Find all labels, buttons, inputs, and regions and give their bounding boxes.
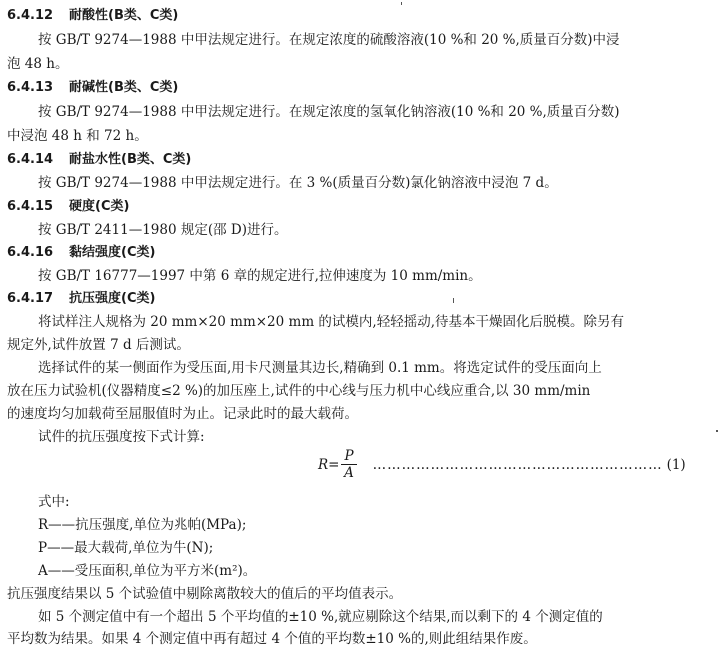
body-line: 按 GB/T 9274—1988 中甲法规定进行。在 3 %(质量百分数)氯化钠溶液中浸泡 7 d。 <box>38 175 558 191</box>
formula-lhs: R <box>318 456 329 473</box>
where-item-r: R——抗压强度,单位为兆帕(MPa); <box>38 517 247 533</box>
body-line: 将试样注人规格为 20 mm×20 mm×20 mm 的试模内,轻轻摇动,待基本干燥固化后脱模。除另有 <box>38 314 625 330</box>
body-line: 按 GB/T 9274—1988 中甲法规定进行。在规定浓度的氢氧化钠溶液(10 %和 20 %,质量百分数) <box>38 104 620 120</box>
formula-denominator: A <box>344 465 354 481</box>
formula-number: (1) <box>666 456 686 473</box>
formula-fraction <box>341 448 356 481</box>
body-line: 中浸泡 48 h 和 72 h。 <box>7 128 148 144</box>
section-title: 黏结强度(C类) <box>69 245 156 260</box>
section-title: 硬度(C类) <box>69 199 130 214</box>
body-line: 泡 48 h。 <box>7 56 69 72</box>
body-line: 试件的抗压强度按下式计算: <box>38 429 205 445</box>
section-heading-6-4-17 <box>7 290 155 308</box>
formula-equals: = <box>328 456 340 473</box>
body-line: 按 GB/T 9274—1988 中甲法规定进行。在规定浓度的硫酸溶液(10 %和 20 %,质量百分数)中浸 <box>38 32 620 48</box>
section-heading-6-4-15 <box>7 198 129 216</box>
section-title: 耐碱性(B类、C类) <box>69 80 179 95</box>
closing-line: 平均数为结果。如果 4 个测定值中再有超过 4 个值的平均数±10 %的,则此组结果作废。 <box>7 631 537 647</box>
scan-speck <box>453 298 454 303</box>
section-heading-6-4-12 <box>7 7 178 25</box>
section-title: 耐酸性(B类、C类) <box>69 8 179 23</box>
body-line: 选择试件的某一侧面作为受压面,用卡尺测量其边长,精确到 0.1 mm。将选定试件的受压面向上 <box>38 360 602 376</box>
formula-1 <box>318 448 686 481</box>
section-heading-6-4-16 <box>7 244 155 262</box>
formula-leader-dots: …………………………………………………… <box>372 456 663 473</box>
section-number: 6.4.16 <box>7 245 54 260</box>
section-number: 6.4.14 <box>7 152 54 167</box>
body-line: 按 GB/T 16777—1997 中第 6 章的规定进行,拉伸速度为 10 mm/min。 <box>38 268 482 284</box>
body-line: 放在压力试验机(仪器精度≤2 %)的加压座上,试件的中心线与压力机中心线应重合,以 30 mm/min <box>7 383 591 399</box>
closing-line: 如 5 个测定值中有一个超出 5 个平均值的±10 %,就应剔除这个结果,而以剩下的 4 个测定值的 <box>38 609 603 625</box>
section-number: 6.4.12 <box>7 8 54 23</box>
formula-numerator: P <box>341 448 356 465</box>
scan-speck <box>716 430 718 432</box>
body-line: 按 GB/T 2411—1980 规定(邵 D)进行。 <box>38 222 288 238</box>
body-line: 规定外,试件放置 7 d 后测试。 <box>7 337 190 353</box>
where-item-a: A——受压面积,单位为平方米(m²)。 <box>38 563 257 579</box>
body-line: 的速度均匀加载荷至屈服值时为止。记录此时的最大载荷。 <box>7 406 358 422</box>
section-number: 6.4.13 <box>7 80 54 95</box>
scan-speck <box>401 2 402 5</box>
section-heading-6-4-14 <box>7 151 191 169</box>
where-item-p: P——最大载荷,单位为牛(N); <box>38 540 214 556</box>
section-title: 抗压强度(C类) <box>69 291 156 306</box>
where-intro: 式中: <box>38 494 70 510</box>
closing-line: 抗压强度结果以 5 个试验值中剔除离散较大的值后的平均值表示。 <box>7 586 403 602</box>
section-number: 6.4.15 <box>7 199 54 214</box>
section-heading-6-4-13 <box>7 79 178 97</box>
section-title: 耐盐水性(B类、C类) <box>69 152 192 167</box>
section-number: 6.4.17 <box>7 291 54 306</box>
